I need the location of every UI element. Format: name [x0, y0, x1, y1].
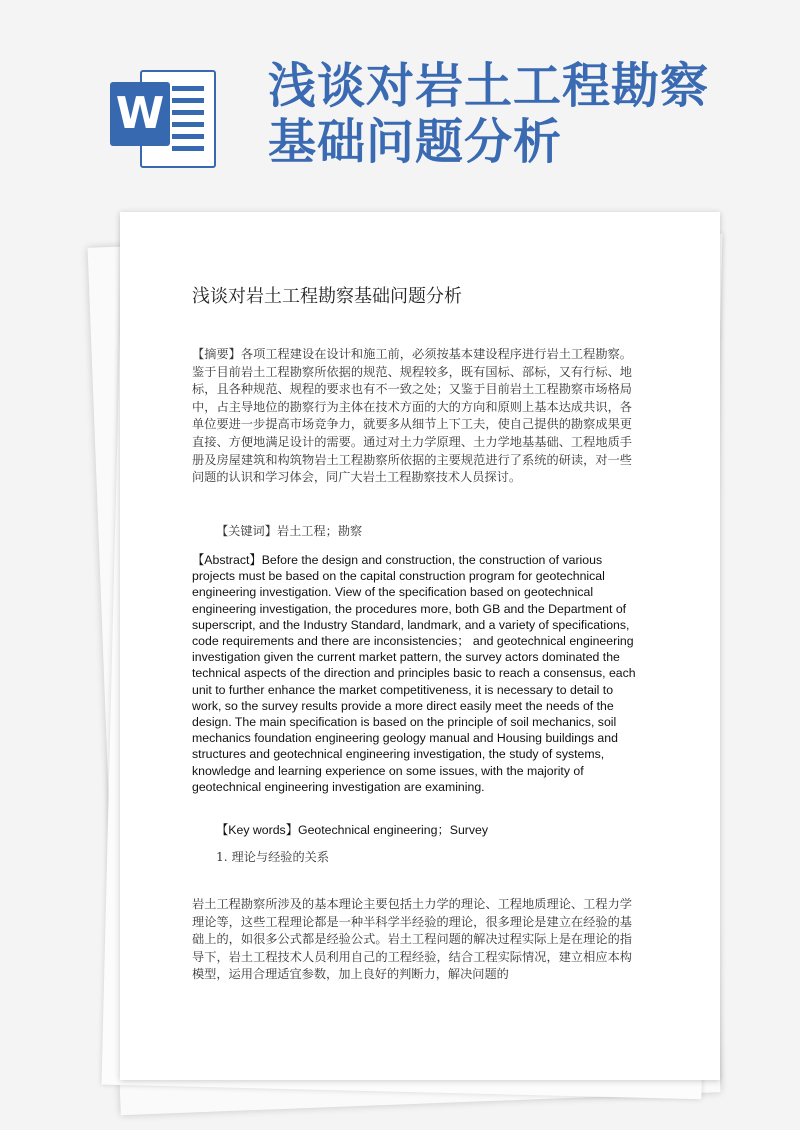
- document-page: [120, 212, 720, 1080]
- section-heading-1: 1. 理论与经验的关系: [216, 850, 330, 864]
- document-title: 浅谈对岩土工程勘察基础问题分析: [192, 286, 462, 307]
- keywords-english: 【Key words】Geotechnical engineering；Survey: [216, 823, 489, 837]
- abstract-english: 【Abstract】Before the design and construction, the construction of various projects must be based on the capital construction program for geotechnical engineering investigation. View of the specification based on geotechnical engineering investigation, the procedures more, both GB and the Department of superscript, and the Industry Standard, landmark, and a variety of specifications, code requirements and there are inconsistencies； and geotechnical engineering investigation given the current market pattern, the survey actors dominated the technical aspects of the direction and principles basic to reach a consensus, each unit to further enhance the market competitiveness, it is necessary to detail to work, so the survey results provide a more direct easily meet the needs of the design. The main specification is based on the principle of soil mechanics, soil mechanics foundation engineering geology manual and Housing buildings and structures and geotechnical engineering investigation, the study of systems, knowledge and learning experience on some issues, with the majority of geotechnical engineering investigation are examining.: [192, 553, 636, 794]
- word-document-icon: [110, 60, 214, 170]
- banner-title: 浅谈对岩土工程勘察基础问题分析: [268, 58, 710, 170]
- abstract-chinese: 【摘要】各项工程建设在设计和施工前，必须按基本建设程序进行岩土工程勘察。鉴于目前岩土工程勘察所依据的规范、规程较多，既有国标、部标，又有行标、地标，且各种规范、规程的要求也有不一致之处；又鉴于目前岩土工程勘察市场格局中，占主导地位的勘察行为主体在技术方面的大的方向和原则上基本达成共识，各单位要进一步提高市场竞争力，就要多从细节上下工夫，使自己提供的勘察成果更直接、方便地满足设计的需要。通过对土力学原理、土力学地基基础、工程地质手册及房屋建筑和构筑物岩土工程勘察所依据的主要规范进行了系统的研读，对一些问题的认识和学习体会，同广大岩土工程勘察技术人员探讨。: [192, 347, 632, 485]
- word-letter-badge: W: [110, 82, 170, 146]
- keywords-chinese: 【关键词】岩土工程；勘察: [216, 524, 363, 538]
- section-body-1: 岩土工程勘察所涉及的基本理论主要包括土力学的理论、工程地质理论、工程力学理论等，这些工程理论都是一种半科学半经验的理论，很多理论是建立在经验的基础上的，如很多公式都是经验公式。岩土工程问题的解决过程实际上是在理论的指导下，岩土工程技术人员利用自己的工程经验，结合工程实际情况，建立相应本构模型，运用合理适宜参数，加上良好的判断力，解决问题的: [192, 897, 632, 982]
